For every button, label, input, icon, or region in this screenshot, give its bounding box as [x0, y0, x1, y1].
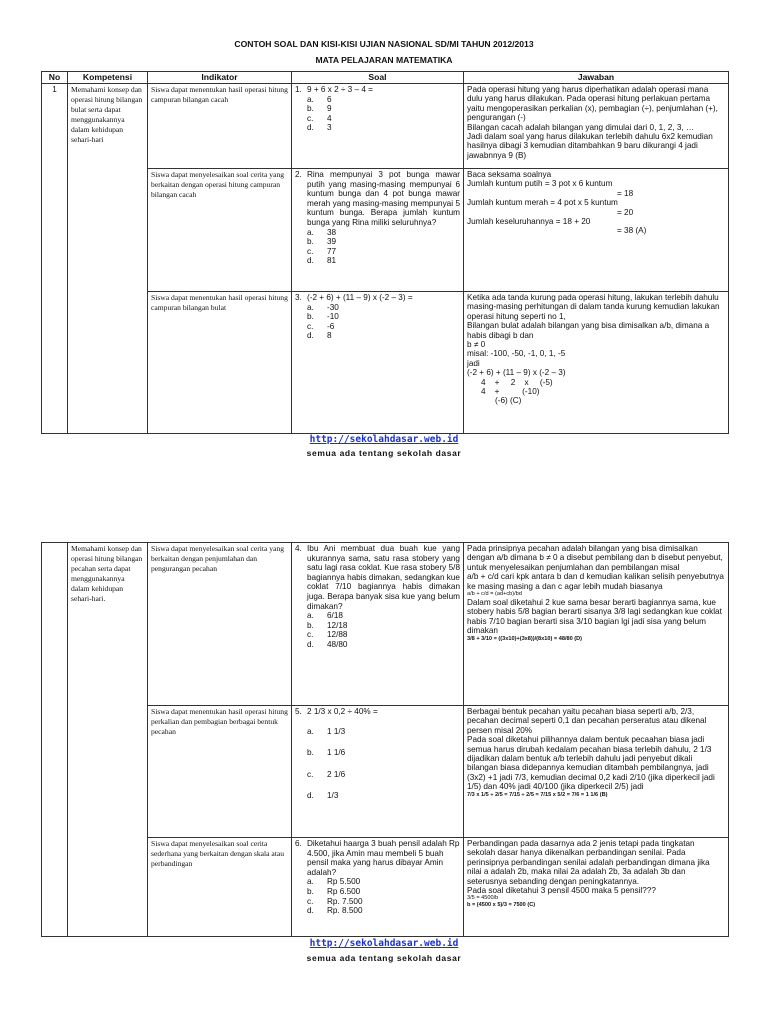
soal-cell: [292, 706, 464, 838]
option-value: 38: [327, 227, 337, 237]
footer-link[interactable]: http://sekolahdasar.web.id: [309, 434, 459, 445]
jawaban-line: = 38 (A): [617, 226, 647, 236]
option-letter: d.: [307, 906, 314, 916]
jawaban-formula: b = (4500 x 5)/3 = 7500 (C): [467, 902, 536, 909]
option-value: 2 1/6: [327, 769, 346, 779]
jawaban-line: Jadi dalam soal yang harus dilakukan terlebih dahulu 6x2 kemudian hasilnya dibagi 3 kemudian ditambahkan 9 baru dikurangi 4 jadi jawabnnya 9 (B): [467, 132, 713, 160]
jawaban-cell: [464, 292, 729, 434]
jawaban-line: Dalam soal diketahui 2 kue sama besar berarti bagiannya sama, kue stobery habis 5/8 bagian berarti sisanya 3/8 lagi sedangkan kue coklat habis 7/10 bagian berarti sisa 3/10 bagian lgi jadi sisa yang belum dimakan: [467, 598, 722, 636]
soal-number: 3.: [295, 293, 302, 302]
option-letter: a.: [307, 302, 314, 312]
option-letter: a.: [307, 726, 314, 736]
document-subtitle: MATA PELAJARAN MATEMATIKA: [315, 55, 453, 65]
soal-cell: [292, 292, 464, 434]
kompetensi-cell: Memahami konsep dan operasi hitung bilangan bulat serta dapat menggunakannya dalam kehidupan sehari-hari: [68, 84, 148, 434]
indikator-cell: Siswa dapat menentukan hasil operasi hitung campuran bilangan bulat: [148, 292, 292, 434]
option-letter: c.: [307, 769, 314, 779]
option-letter: c.: [307, 113, 314, 123]
jawaban-line: Baca seksama soalnya: [467, 170, 552, 179]
option-letter: a.: [307, 877, 314, 887]
footer-tagline: semua ada tentang sekolah dasar: [306, 953, 462, 963]
jawaban-line: b ≠ 0: [467, 340, 486, 350]
jawaban-line: = 20: [617, 207, 634, 217]
jawaban-line: Pada operasi hitung yang harus diperhatikan adalah operasi mana dulu yang harus dilakukan. Pada operasi hitung perlakuan pertama yaitu mengoperasikan perkalian (x), pembagian (÷), penjumlahan (+), pengurangan (-): [467, 85, 718, 123]
option-letter: c.: [307, 630, 314, 640]
jawaban-line: (-6) (C): [495, 396, 522, 406]
option-value: 12/18: [327, 620, 348, 630]
soal-number: 4.: [295, 544, 302, 553]
soal-question: 9 + 6 x 2 ÷ 3 – 4 =: [307, 85, 373, 94]
jawaban-line: = 18: [617, 188, 634, 198]
option-value: -30: [327, 302, 339, 312]
indikator-cell: Siswa dapat menyelesaikan soal cerita yang berkaitan dengan penjumlahan dan pengurangan pecahan: [148, 543, 292, 706]
option-letter: b.: [307, 620, 314, 630]
option-value: 6: [327, 94, 332, 104]
soal-number: 1.: [295, 85, 302, 94]
soal-question: Diketahui haarga 3 buah pensil adalah Rp 4.500, jika Amin mau membeli 5 buah pensil maka yang harus dibayar Amin adalah?: [307, 839, 460, 877]
jawaban-cell: [464, 169, 729, 292]
jawaban-line: Bilangan cacah adalah bilangan yang dimulai dari 0, 1, 2, 3, …: [467, 122, 695, 132]
jawaban-line: Pada soal diketahui 3 pensil 4500 maka 5 pensil???: [467, 886, 656, 896]
jawaban-line: Berbagai bentuk pecahan yaitu pecahan biasa seperti a/b, 2/3, pecahan decimal seperti 0,1 dan pecahan perseratus atau dikenal persen misal 20%: [467, 707, 707, 735]
soal-cell: [292, 169, 464, 292]
option-value: 39: [327, 237, 337, 247]
jawaban-line: (-2 + 6) + (11 – 9) x (-2 – 3): [467, 368, 566, 378]
option-letter: d.: [307, 639, 314, 649]
jawaban-line: Jumlah kuntum merah = 4 pot x 5 kuntum: [467, 198, 618, 208]
soal-cell: [292, 84, 464, 169]
jawaban-line: 4 + 2 x (-5): [481, 377, 553, 387]
row-number: [42, 543, 68, 937]
footer-tagline: semua ada tentang sekolah dasar: [306, 448, 462, 458]
jawaban-cell: [464, 838, 729, 937]
jawaban-formula: 3/5 = 4500/b: [467, 895, 499, 902]
jawaban-cell: [464, 543, 729, 706]
soal-number: 5.: [295, 707, 302, 716]
row-number: 1: [42, 84, 68, 434]
option-letter: b.: [307, 748, 314, 758]
soal-question: 2 1/3 x 0,2 ÷ 40% =: [307, 707, 378, 716]
option-letter: a.: [307, 94, 314, 104]
option-value: Rp. 7.500: [327, 896, 363, 906]
jawaban-line: Ketika ada tanda kurung pada operasi hitung, lakukan terlebih dahulu masing-masing perhitungan di dalam tanda kurung kemudian lakukan operasi hitung seperti no 1,: [467, 293, 720, 321]
option-value: 81: [327, 256, 337, 266]
indikator-cell: Siswa dapat menentukan hasil operasi hitung perkalian dan pembagian berbagai bentuk pecahan: [148, 706, 292, 838]
option-letter: a.: [307, 227, 314, 237]
option-value: 4: [327, 113, 332, 123]
jawaban-formula: 3/8 + 3/10 = ((3x10)+(3x8))/(8x10) = 48/80 (D): [467, 635, 583, 642]
option-letter: c.: [307, 321, 314, 331]
soal-question: Ibu Ani membuat dua buah kue yang ukurannya sama, satu rasa stobery yang satu lagi rasa coklat. Kue rasa stobery 5/8 bagiannya habis dimakan, sedangkan kue coklat 7/10 bagiannya habis dimakan juga. Berapa banyak sisa kue yang belum dimakan?: [307, 544, 460, 611]
option-letter: b.: [307, 237, 314, 247]
option-value: -10: [327, 312, 339, 322]
jawaban-cell: [464, 706, 729, 838]
jawaban-line: Jumlah keseluruhannya = 18 + 20: [467, 217, 591, 227]
option-letter: c.: [307, 896, 314, 906]
jawaban-line: 4 + (-10): [481, 387, 540, 397]
header-jawaban: Jawaban: [464, 72, 729, 84]
header-kompetensi: Kompetensi: [68, 72, 148, 84]
option-value: -6: [327, 321, 335, 331]
option-value: 3: [327, 123, 332, 133]
option-letter: d.: [307, 331, 314, 341]
soal-cell: [292, 543, 464, 706]
kisi-kisi-table-page2: [41, 542, 729, 937]
kisi-kisi-table-page1: [41, 71, 729, 434]
option-letter: b.: [307, 312, 314, 322]
option-value: 1/3: [327, 791, 339, 801]
soal-question: Rina mempunyai 3 pot bunga mawar putih yang masing-masing mempunyai 6 kuntum bunga dan 4 pot bunga mawar merah yang masing-masing mempunyai 5 kuntum bunga. Berapa jumlah kuntum bunga yang Rina miliki seluruhnya?: [307, 170, 460, 227]
option-value: Rp 5.500: [327, 877, 361, 887]
jawaban-line: Jumlah kuntum putih = 3 pot x 6 kuntum: [467, 179, 613, 189]
header-soal: Soal: [292, 72, 464, 84]
option-letter: b.: [307, 886, 314, 896]
indikator-cell: Siswa dapat menyelesaikan soal cerita sederhana yang berkaitan dengan skala atau perbandingan: [148, 838, 292, 937]
jawaban-line: misal: -100, -50, -1, 0, 1, -5: [467, 349, 566, 359]
option-letter: d.: [307, 123, 314, 133]
option-letter: d.: [307, 256, 314, 266]
jawaban-line: Pada soal diketahui pilihannya dalam bentuk pecaahan biasa jadi semua harus dirubah kedalam pecahan biasa terlebih dahulu, 2 1/3 dijadikan dalam bentuk a/b terlebih dahulu jadi penyebut dikali bilangan biasa didepannya kemudian ditambah pembilangnya, jadi (3x2) +1 jadi 7/3, kemudian decimal 0,2 kadi 2/10 (jika diperkecil jadi 1/5) dan 40% jadi 40/100 (jika diperkecil 2/5) jadi: [467, 735, 715, 792]
option-value: 1 1/3: [327, 726, 346, 736]
option-letter: d.: [307, 791, 314, 801]
table-header-row: [42, 72, 729, 84]
option-value: 6/18: [327, 611, 343, 621]
header-indikator: Indikator: [148, 72, 292, 84]
option-value: 8: [327, 331, 332, 341]
jawaban-formula: a/b + c/d = (ad+cb)/bd: [467, 591, 522, 598]
document-title: CONTOH SOAL DAN KISI-KISI UJIAN NASIONAL SD/MI TAHUN 2012/2013: [234, 39, 534, 49]
option-letter: c.: [307, 246, 314, 256]
option-value: 48/80: [327, 639, 348, 649]
jawaban-line: Pada prinsipnya pecahan adalah bilangan yang bisa dimisalkan dengan a/b dimana b ≠ 0 a disebut pembilang dan b disebut penyebut, untuk menyelesaikan penjumlahan dan pembilangan misal: [467, 544, 723, 572]
jawaban-line: jadi: [467, 358, 480, 368]
jawaban-line: Perbandingan pada dasarnya ada 2 jenis tetapi pada tingkatan sekolah dasar hanya dikenalkan perbandingan senilai. Pada perinsipnya perbandingan senilai adalah perbandingan dimana jika nilai a adalah 2b, maka nilai 2a adalah 2b, 3a adalah 3b dan seterusnya sebanding dengan peningkatannya.: [467, 839, 710, 886]
jawaban-line: a/b + c/d cari kpk antara b dan d kemudian kalikan selisih penyebutnya ke masing masing a dan c agar lebih mudah biasanya: [467, 572, 724, 591]
option-value: 12/88: [327, 630, 348, 640]
option-value: 1 1/6: [327, 748, 346, 758]
table-row: [42, 543, 729, 706]
kompetensi-cell: Memahami konsep dan operasi hitung bilangan pecahan serta dapat menggunakannya dalam kehidupan sehari-hari.: [68, 543, 148, 937]
header-no: No: [42, 72, 68, 84]
soal-number: 2.: [295, 170, 302, 179]
jawaban-line: Bilangan bulat adalah bilangan yang bisa dimisalkan a/b, dimana a habis dibagi b dan: [467, 321, 710, 340]
indikator-cell: Siswa dapat menentukan hasil operasi hitung campuran bilangan cacah: [148, 84, 292, 169]
table-row: [42, 84, 729, 169]
soal-number: 6.: [295, 839, 302, 848]
indikator-cell: Siswa dapat menyelesaikan soal cerita yang berkaitan dengan operasi hitung campuran bilangan cacah: [148, 169, 292, 292]
option-value: 9: [327, 104, 332, 114]
soal-cell: [292, 838, 464, 937]
jawaban-formula: 7/3 x 1/5 ÷ 2/5 = 7/15 ÷ 2/5 = 7/15 x 5/2 = 7/6 = 1 1/6 (B): [467, 791, 608, 798]
option-value: Rp 6.500: [327, 886, 361, 896]
option-value: 77: [327, 246, 337, 256]
jawaban-cell: [464, 84, 729, 169]
option-value: Rp. 8.500: [327, 906, 363, 916]
footer-link[interactable]: http://sekolahdasar.web.id: [309, 938, 459, 949]
soal-question: (-2 + 6) + (11 – 9) x (-2 – 3) =: [307, 293, 413, 302]
option-letter: a.: [307, 611, 314, 621]
option-letter: b.: [307, 104, 314, 114]
